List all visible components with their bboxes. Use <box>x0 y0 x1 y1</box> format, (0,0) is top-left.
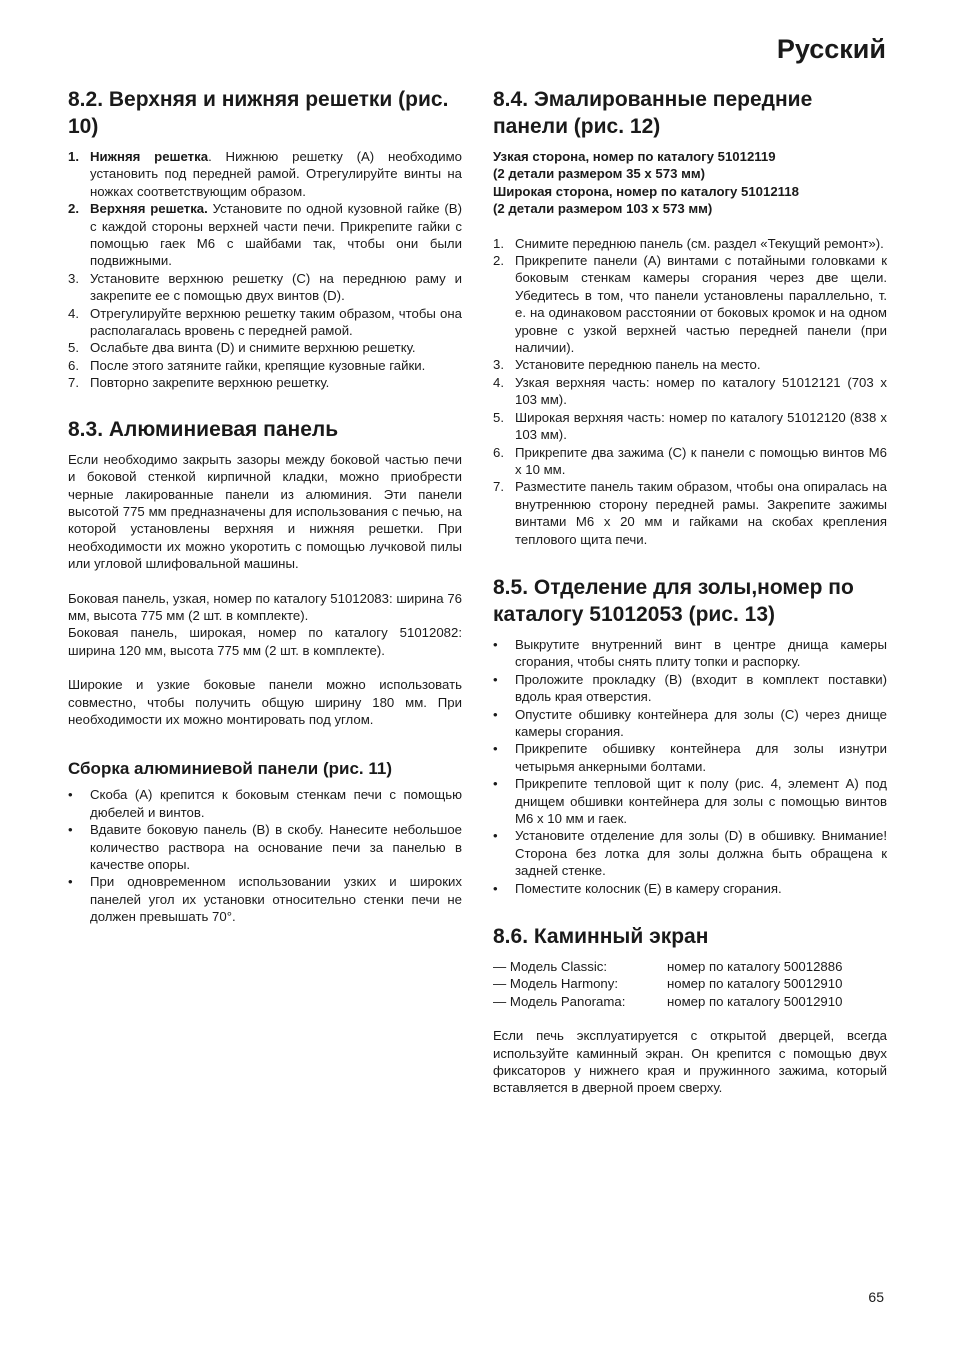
section-title: 8.4. Эмалированные передние панели (рис. 12) <box>493 88 813 138</box>
right-column <box>493 86 887 1119</box>
section-8-5 <box>493 574 887 897</box>
bullet-list <box>493 636 887 897</box>
list-item: 5. Широкая верхняя часть: номер по каталогу 51012120 (838 x 103 мм). <box>493 409 887 443</box>
list-item: • Проложите прокладку (B) (входит в комплект поставки) вдоль края отверстия. <box>493 671 887 705</box>
page-number: 65 <box>868 1289 884 1305</box>
list-item: 3. Установите переднюю панель на место. <box>493 357 761 373</box>
model-list <box>493 958 887 1010</box>
list-item: • При одновременном использовании узких и широких панелей угол их установки относительно стенки печи не должен превышать 70°. <box>68 874 462 925</box>
left-column <box>68 86 462 948</box>
paragraph: Боковая панель, узкая, номер по каталогу 51012083: ширина 76 мм, высота 775 мм (2 шт. в комплекте). <box>68 590 462 623</box>
section-title: 8.2. Верхняя и нижняя решетки (рис. 10) <box>68 88 449 138</box>
list-item: 1. Нижняя решетка. Нижнюю решетку (A) необходимо установить под передней рамой. Отрегулируйте винты на ножках соответствующим образом. <box>68 149 463 199</box>
list-item: 5. Ослабьте два винта (D) и снимите верхнюю решетку. <box>68 340 416 356</box>
section-8-6 <box>493 923 887 1097</box>
section-assembly <box>68 758 462 925</box>
list-item: 2. Верхняя решетка. Установите по одной кузовной гайке (B) с каждой стороны верхней части печи. Прикрепите гайки с помощью гаек M6 с шайбами так, чтобы они были подвижными. <box>68 201 462 269</box>
paragraph: Боковая панель, широкая, номер по каталогу 51012082: ширина 120 мм, высота 775 мм (2 шт. в комплекте). <box>68 625 462 658</box>
section-title: 8.3. Алюминиевая панель <box>68 417 339 441</box>
list-item: 7. Повторно закрепите верхнюю решетку. <box>68 375 330 391</box>
section-8-3 <box>68 416 462 729</box>
model-row: — Модель Harmony: номер по каталогу 50012910 <box>493 976 843 992</box>
list-item: • Опустите обшивку контейнера для золы (C) через днище камеры сгорания. <box>493 706 887 739</box>
list-item: 6. Прикрепите два зажима (C) к панели с помощью винтов M6 x 10 мм. <box>493 444 887 477</box>
list-item: • Скоба (A) крепится к боковым стенкам печи с помощью дюбелей и винтов. <box>68 787 462 820</box>
list-item: • Прикрепите тепловой щит к полу (рис. 4, элемент A) под днищем обшивки контейнера для золы с помощью винтов M6 x 10 мм и гаек. <box>493 776 887 826</box>
catalog-line: (2 детали размером 35 x 573 мм) <box>493 166 705 182</box>
list-item: • Установите отделение для золы (D) в обшивку. Внимание! Сторона без лотка для золы должна быть обращена к задней стенке. <box>493 828 887 879</box>
list-item: • Вдавите боковую панель (B) в скобу. Нанесите небольшое количество раствора на основание печи за панелью в качестве опоры. <box>68 822 462 872</box>
list-item: 1. Снимите переднюю панель (см. раздел «Текущий ремонт»). <box>493 235 884 251</box>
section-8-2 <box>68 86 462 392</box>
catalog-line: Широкая сторона, номер по каталогу 51012118 <box>493 183 799 199</box>
section-8-4 <box>493 86 887 548</box>
list-item: • Поместите колосник (E) в камеру сгорания. <box>493 880 782 896</box>
list-item: • Прикрепите обшивку контейнера для золы изнутри четырьмя анкерными болтами. <box>493 741 887 774</box>
model-row: — Модель Classic: номер по каталогу 50012886 <box>493 959 843 975</box>
language-heading: Русский <box>776 34 886 64</box>
paragraph: Широкие и узкие боковые панели можно использовать совместно, чтобы получить общую ширину 180 мм. При необходимости их можно монтировать под углом. <box>68 677 462 727</box>
list-item: 4. Отрегулируйте верхнюю решетку таким образом, чтобы она располагалась вровень с передней рамой. <box>68 305 462 339</box>
numbered-list <box>68 148 462 392</box>
list-item: 2. Прикрепите панели (A) винтами с потайными головками к боковым стенкам камеры сгорания через две щели. Убедитесь в том, что панели установлены параллельно, т. е. на одинаковом расстоянии от боковых кромок и на одном уровне с узкой верхней частью передней панели (при наличии). <box>493 253 887 356</box>
catalog-line: Узкая сторона, номер по каталогу 51012119 <box>493 149 776 164</box>
list-item: 3. Установите верхнюю решетку (C) на переднюю раму и закрепите ее с помощью двух винтов (D). <box>68 270 462 304</box>
numbered-list <box>493 235 887 548</box>
subsection-title: Сборка алюминиевой панели (рис. 11) <box>68 759 392 779</box>
list-item: • Выкрутите внутренний винт в центре днища камеры сгорания, чтобы снять плиту топки и распорку. <box>493 636 887 670</box>
list-item: 7. Разместите панель таким образом, чтобы она опиралась на внутреннюю сторону передней рамы. Закрепите зажимы винтами M6 x 20 мм и гайками на скобах крепления теплового щита печи. <box>493 479 887 547</box>
list-item: 6. После этого затяните гайки, крепящие кузовные гайки. <box>68 357 426 373</box>
model-row: — Модель Panorama: номер по каталогу 50012910 <box>493 993 843 1009</box>
section-title: 8.6. Каминный экран <box>493 925 709 949</box>
catalog-numbers <box>493 148 887 218</box>
catalog-line: (2 детали размером 103 x 573 мм) <box>493 201 713 217</box>
bullet-list <box>68 786 462 925</box>
paragraph: Если необходимо закрыть зазоры между боковой частью печи и боковой стенкой кирпичной кладки, можно приобрести черные лакированные панели из алюминия. Эти панели высотой 775 мм предназначены для использования с печью, на которой установлены верхняя и нижняя решетки. При необходимости их можно укоротить с помощью лучковой пилы или угловой шлифовальной машины. <box>68 451 462 572</box>
list-item: 4. Узкая верхняя часть: номер по каталогу 51012121 (703 x 103 мм). <box>493 374 887 408</box>
paragraph: Если печь эксплуатируется с открытой дверцей, всегда используйте каминный экран. Он крепится с помощью двух фиксаторов у нижнего края и пружинного зажима, который вставляется в дверной проем сверху. <box>493 1028 887 1096</box>
section-title: 8.5. Отделение для золы,номер по каталогу 51012053 (рис. 13) <box>493 575 854 626</box>
